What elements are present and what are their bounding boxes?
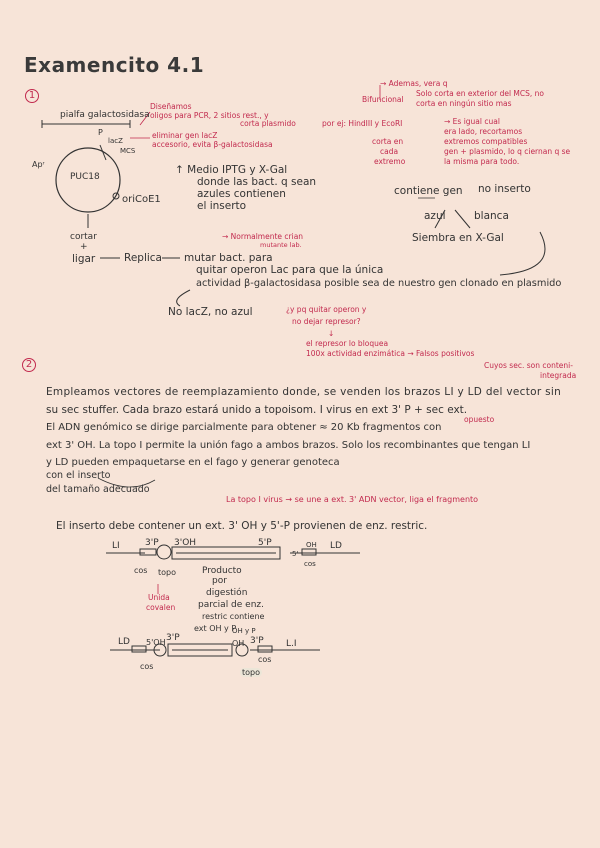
amp-label: Apʳ xyxy=(32,160,45,169)
d2-text-1: restric contiene xyxy=(202,612,265,621)
right-red-12: extremo xyxy=(374,157,406,166)
right-red-9: la misma para todo. xyxy=(444,157,520,166)
d2-oh: OH xyxy=(232,639,245,648)
d2-cos-left: cos xyxy=(140,662,154,671)
gene-label: pialfa galactosidasa xyxy=(60,110,150,120)
mutar-line2: quitar operon Lac para que la única xyxy=(196,264,384,276)
d2-3p-b: 3'P xyxy=(250,636,264,646)
right-red-4: por ej: HindIII y EcoRI xyxy=(322,119,403,128)
q2-opuesto: opuesto xyxy=(464,415,495,424)
q2-red-top-2: integrada xyxy=(540,371,577,380)
d1-unida-1: Unida xyxy=(148,593,170,602)
ligar-label: ligar xyxy=(72,253,96,265)
d2-text-3: OH y P xyxy=(232,627,256,635)
q2-para-line5: y LD pueden empaquetarse en el fago y generar genoteca xyxy=(46,457,340,468)
red-bottom-1: ¿y pq quitar operon y xyxy=(286,305,367,314)
medio-text: ↑ Medio IPTG y X-Gal donde las bact. q sean azules contienen el inserto xyxy=(175,164,317,213)
question-number-1: 1 xyxy=(25,89,39,103)
mcs-label: MCS xyxy=(120,147,136,155)
d2-text-2: ext OH y P xyxy=(194,624,237,633)
no-inserto: no inserto xyxy=(478,183,531,195)
d1-5prime: 5' xyxy=(292,550,299,558)
d1-producto-4: parcial de enz. xyxy=(198,600,264,610)
lacz-label: lacZ xyxy=(108,137,123,145)
d2-ld: LD xyxy=(118,637,130,647)
right-red-0: → Ademas, vera q xyxy=(380,79,448,88)
d1-cos-left: cos xyxy=(134,566,148,575)
q2-red-top-1: Cuyos sec. son conteni- xyxy=(484,361,573,370)
right-red-6: era lado, recortamos xyxy=(444,127,523,136)
d1-topo: topo xyxy=(158,568,177,577)
red-bottom-2: no dejar represor? xyxy=(292,317,361,326)
actividad-line: actividad β-galactosidasa posible sea de nuestro gen clonado en plasmido xyxy=(196,278,562,289)
d1-3oh: 3'OH xyxy=(174,538,197,548)
q2-para-line4: ext 3' OH. La topo I permite la unión fago a ambos brazos. Solo los recombinantes que tengan LI xyxy=(46,440,531,451)
q2-para-line1: Empleamos vectores de reemplazamiento donde, se venden los brazos LI y LD del vector sin xyxy=(46,386,562,398)
d1-cos-right: cos xyxy=(304,560,316,568)
annotation-eliminar: eliminar gen lacZ accesorio, evita β-galactosidasa xyxy=(152,131,273,149)
annotation-disenamos: Diseñamos oligos para PCR, 2 sitios rest., y corta plasmido xyxy=(150,102,296,129)
red-bottom-5: 100x actividad enzimática → Falsos positivos xyxy=(306,349,475,358)
d2-cos-right: cos xyxy=(258,655,272,664)
d1-producto-2: por xyxy=(212,576,227,586)
d1-producto-1: Producto xyxy=(202,566,242,576)
promoter-label: P xyxy=(98,128,103,137)
nolacz-label: No lacZ, no azul xyxy=(168,306,253,318)
right-red-8: gen + plasmido, lo q ciernan q se xyxy=(444,147,571,156)
right-red-5: → Es igual cual xyxy=(444,117,500,126)
normalmente-1: → Normalmente crian xyxy=(222,232,304,241)
d2-5oh: 5'OH xyxy=(146,638,166,647)
ori-label: oriCoE1 xyxy=(122,194,161,205)
d1-producto-3: digestión xyxy=(206,588,248,598)
topo-red-note: La topo I virus → se une a ext. 3' ADN vector, liga el fragmento xyxy=(226,495,479,504)
d1-oh: OH xyxy=(306,541,317,549)
d2-3p: 3'P xyxy=(166,633,180,643)
siembra-label: Siembra en X-Gal xyxy=(412,232,504,244)
d1-3p: 3'P xyxy=(145,538,159,548)
question-number-2: 2 xyxy=(22,358,36,372)
q2-para-line6: con el inserto xyxy=(46,470,111,481)
right-red-1: Bifuncional xyxy=(362,95,404,104)
d2-li: L.I xyxy=(286,639,297,649)
q2-para-line7: del tamaño adecuado xyxy=(46,484,150,495)
red-bottom-3: ↓ xyxy=(328,329,335,338)
d1-li: LI xyxy=(112,541,120,551)
d1-ld: LD xyxy=(330,541,342,551)
cortar-label: cortar xyxy=(70,232,97,242)
d1-5p: 5'P xyxy=(258,538,272,548)
right-red-10: corta en xyxy=(372,137,404,146)
right-red-11: cada xyxy=(380,147,399,156)
contiene-gen: contiene gen xyxy=(394,185,463,197)
q2-para-line2: su sec stuffer. Cada brazo estará unido a topoisom. I virus en ext 3' P + sec ext. xyxy=(46,404,468,416)
d1-unida-2: covalen xyxy=(146,603,176,612)
right-red-2: Solo corta en exterior del MCS, no xyxy=(416,89,544,98)
page-title: Examencito 4.1 xyxy=(24,53,205,77)
right-red-3: corta en ningún sitio mas xyxy=(416,99,512,108)
q2-para-line3: El ADN genómico se dirige parcialmente para obtener ≈ 20 Kb fragmentos con xyxy=(46,422,442,433)
plus-label: + xyxy=(80,242,88,252)
normalmente-2: mutante lab. xyxy=(260,241,302,249)
plasmid-name: PUC18 xyxy=(70,172,100,182)
replica-label: Replica xyxy=(124,252,162,264)
mutar-line1: mutar bact. para xyxy=(184,252,273,264)
blanca-label: blanca xyxy=(474,210,509,222)
red-bottom-4: el represor lo bloquea xyxy=(306,339,389,348)
right-red-7: extremos compatibles xyxy=(444,137,528,146)
inserto-line: El inserto debe contener un ext. 3' OH y 5'-P provienen de enz. restric. xyxy=(56,520,428,532)
azul-label: azul xyxy=(424,210,446,222)
d2-topo: topo xyxy=(242,668,261,677)
